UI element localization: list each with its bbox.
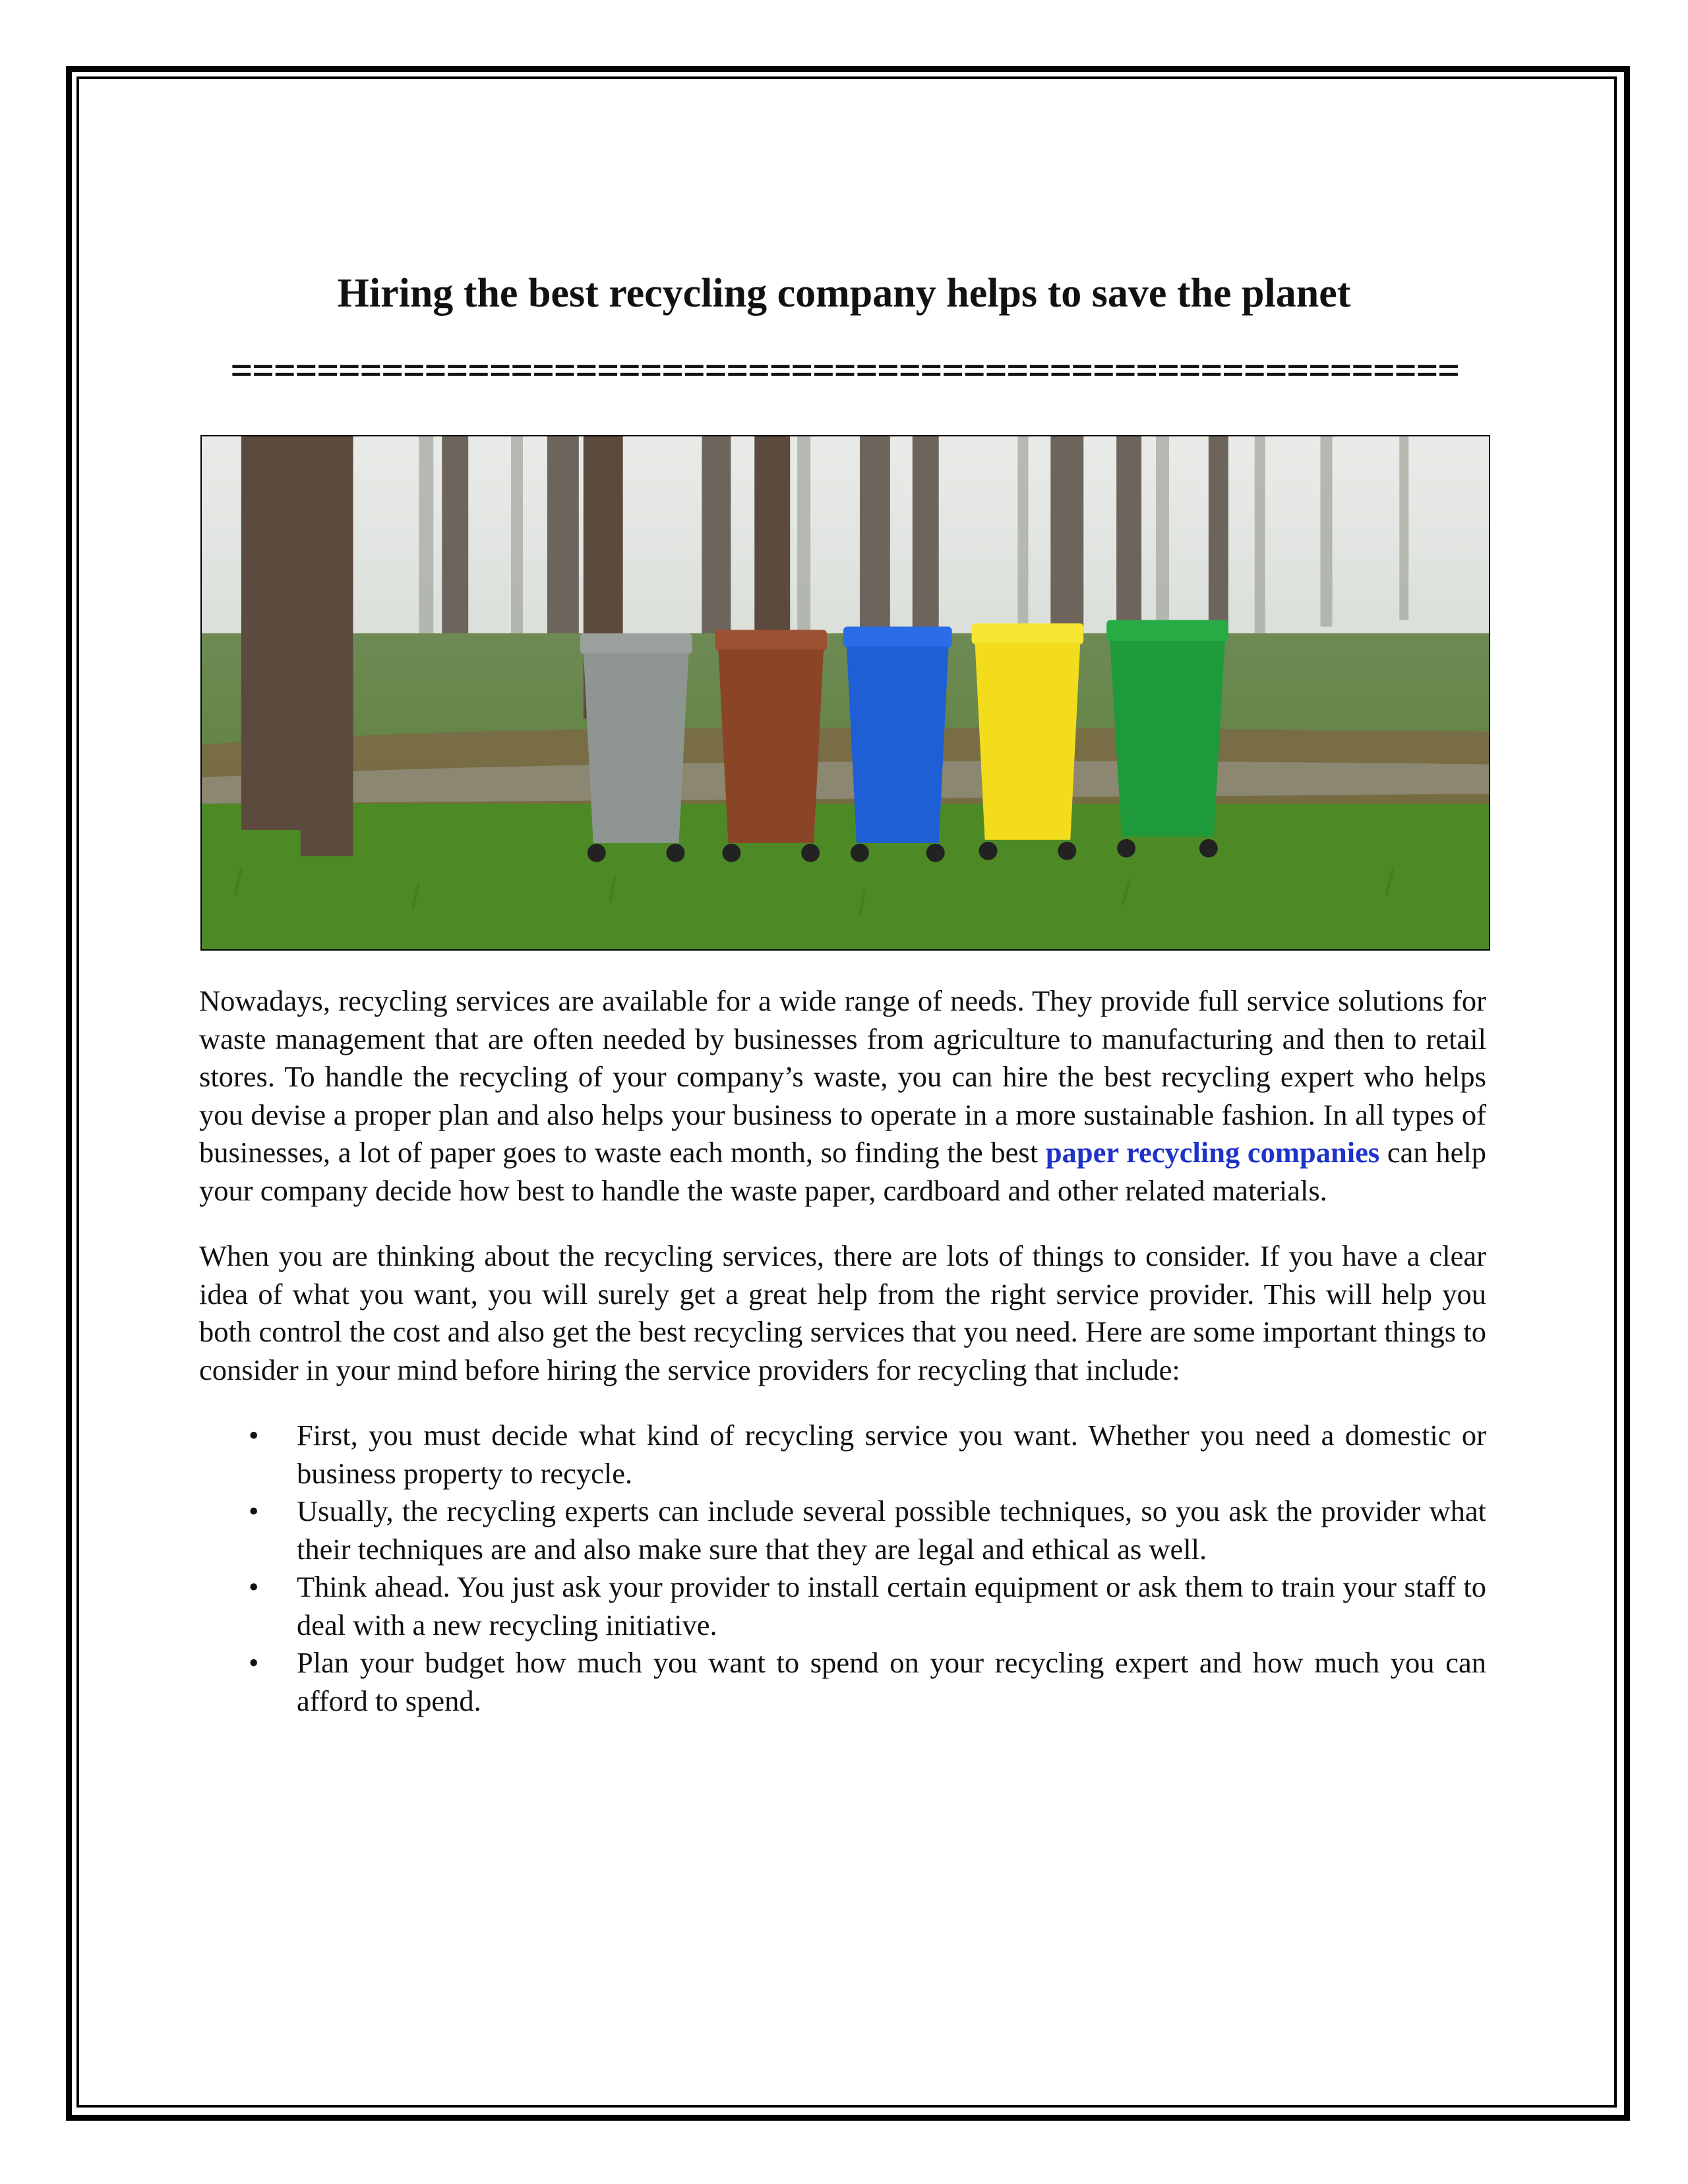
list-item-text: First, you must decide what kind of recycling service you want. Whether you need a domestic or business property to recycle. — [297, 1419, 1486, 1490]
bin-yellow — [972, 624, 1084, 860]
bullet-icon: • — [249, 1647, 259, 1679]
considerations-list — [199, 1417, 1486, 1720]
bullet-icon: • — [249, 1419, 259, 1452]
paragraph-considerations: When you are thinking about the recycling services, there are lots of things to consider. If you have a clear idea of what you want, you will surely get a great help from the right service provider. This will help you both control the cost and also get the best recycling services that you need. Here are some important things to consider in your mind before hiring the service providers for recycling that include: — [199, 1239, 1486, 1386]
list-item-text: Think ahead. You just ask your provider to install certain equipment or ask them to train your staff to deal with a new recycling initiative. — [297, 1570, 1486, 1641]
bullet-icon: • — [249, 1571, 259, 1603]
list-item — [199, 1568, 1486, 1644]
bin-brown — [715, 630, 827, 862]
list-item-text: Plan your budget how much you want to spend on your recycling expert and how much you can afford to spend. — [297, 1646, 1486, 1717]
bin-blue — [843, 627, 952, 862]
bin-gray — [580, 633, 692, 862]
list-item — [199, 1417, 1486, 1492]
list-item — [199, 1492, 1486, 1568]
recycling-bins-photo — [200, 435, 1490, 951]
paragraph-intro — [199, 982, 1486, 1210]
document-title: Hiring the best recycling company helps to save the planet — [337, 271, 1351, 316]
paper-recycling-companies-link[interactable]: paper recycling companies — [1045, 1136, 1380, 1169]
list-item-text: Usually, the recycling experts can include several possible techniques, so you ask the provider what their techniques are and also make sure that they are legal and ethical as well. — [297, 1494, 1486, 1566]
list-item — [199, 1644, 1486, 1720]
title-separator: ========================================================= — [230, 351, 1459, 390]
paragraph-intro-text-2: can help your company decide how best to handle the waste paper, cardboard and other related materials. — [199, 1136, 1486, 1207]
article-body — [199, 982, 1486, 1720]
bin-green — [1106, 620, 1228, 858]
forest-bins-illustration — [202, 436, 1489, 949]
paragraph-intro-text-1: Nowadays, recycling services are available for a wide range of needs. They provide full service solutions for waste management that are often needed by businesses from agriculture to manufacturing and then to retail stores. To handle the recycling of your company’s waste, you can hire the best recycling expert who helps you devise a proper plan and also helps your business to operate in a more sustainable fashion. In all types of businesses, a lot of paper goes to waste each month, so finding the best — [199, 984, 1486, 1169]
bullet-icon: • — [249, 1495, 259, 1527]
